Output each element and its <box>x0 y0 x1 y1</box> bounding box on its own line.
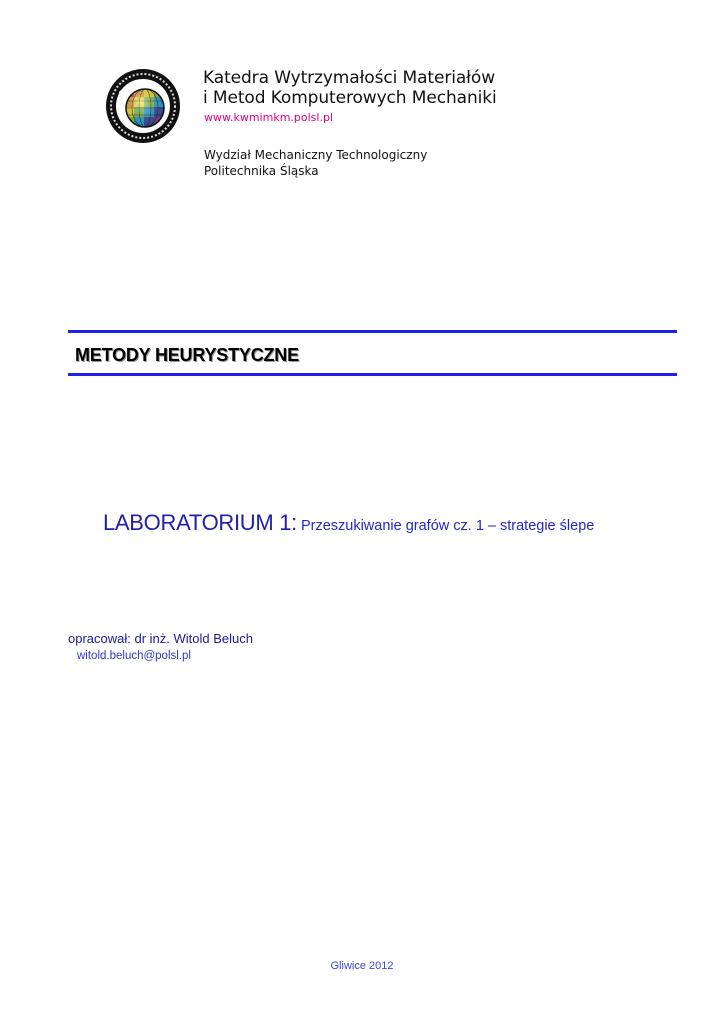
title-top-rule <box>68 330 677 333</box>
lab-number-label: LABORATORIUM 1: <box>103 510 297 535</box>
department-website-link[interactable]: www.kwmimkm.polsl.pl <box>204 111 334 124</box>
lab-title <box>103 510 594 536</box>
author-line: opracował: dr inż. Witold Beluch <box>68 631 253 646</box>
lab-subtitle: Przeszukiwanie grafów cz. 1 – strategie ślepe <box>300 518 595 534</box>
author-email-link[interactable]: witold.beluch@polsl.pl <box>77 650 191 662</box>
department-logo-icon <box>104 67 182 145</box>
university-name: Politechnika Śląska <box>204 164 319 178</box>
department-name-line1: Katedra Wytrzymałości Materiałów <box>203 68 496 88</box>
course-title: METODY HEURYSTYCZNE <box>75 345 299 365</box>
footer-place-year: Gliwice 2012 <box>330 960 394 972</box>
title-bottom-rule <box>68 373 677 376</box>
department-name-line2: i Metod Komputerowych Mechaniki <box>203 88 497 108</box>
faculty-name: Wydział Mechaniczny Technologiczny <box>204 148 428 162</box>
